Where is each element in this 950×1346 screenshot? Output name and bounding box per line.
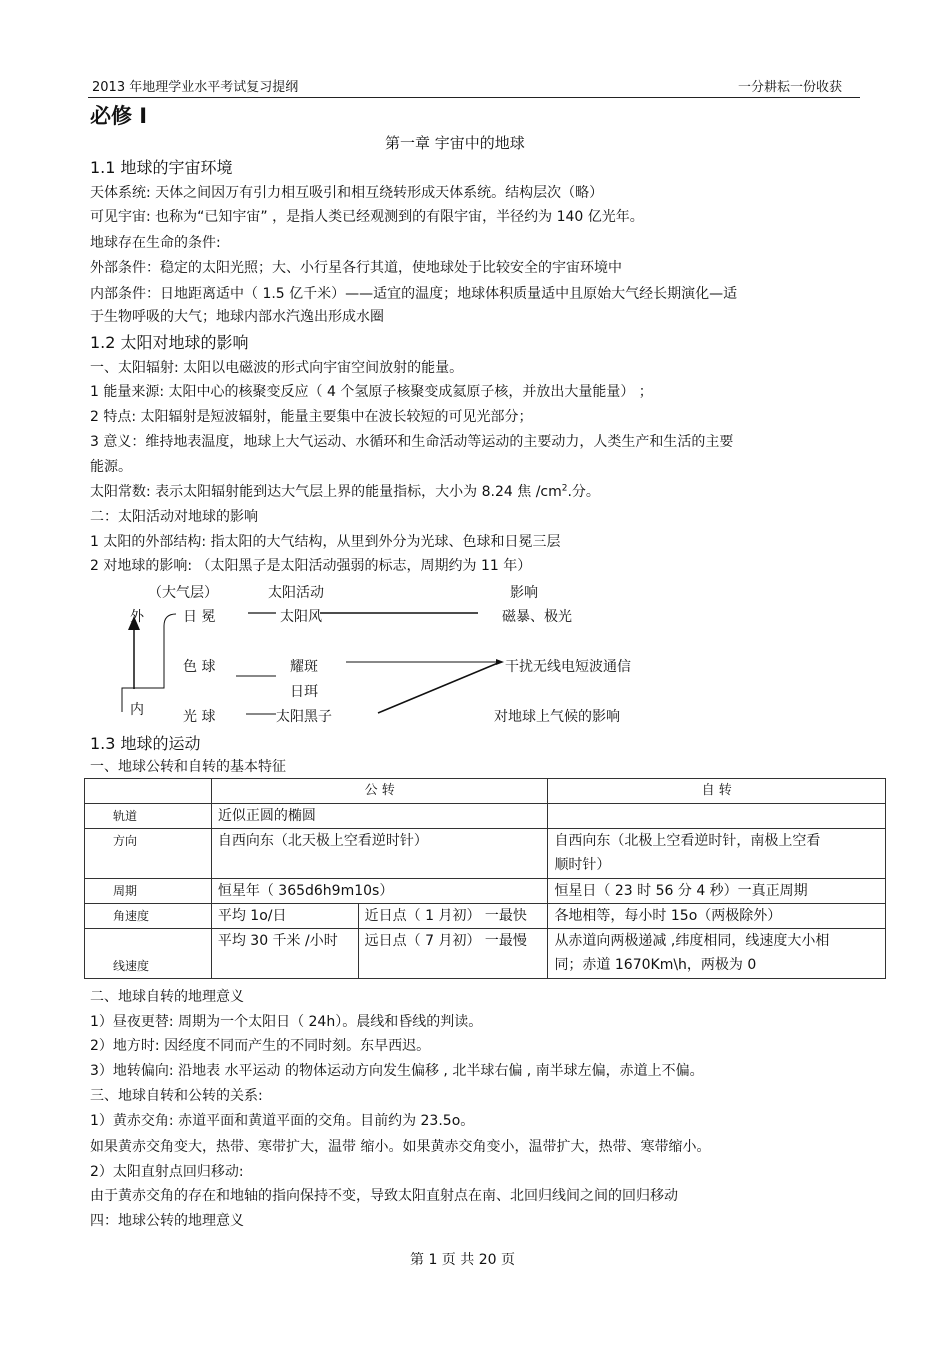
motion-table (84, 778, 886, 979)
direction-rotation-line-1: 自西向东（北极上空看逆时针，南极上空看 (554, 833, 821, 849)
s13-subtitle: 一、地球公转和自转的基本特征 (90, 759, 286, 775)
header-right: 一分耕耘一份收获 (738, 80, 843, 95)
diagram-effect-radio: 干扰无线电短波通信 (505, 659, 631, 675)
cell-direction-rotation (548, 829, 886, 879)
diagram-effect-climate: 对地球上气候的影响 (494, 709, 620, 725)
solar-constant-unit: .分。 (567, 484, 600, 500)
sunspot-radio-line (378, 663, 498, 713)
diagram-sunspot: 太阳黑子 (276, 709, 332, 725)
solar-constant-text: 太阳常数: 表示太阳辐射能到达大气层上界的能量指标，大小为 8.24 焦 /cm (90, 484, 562, 500)
after-line-4: 3）地转偏向: 沿地表 水平运动 的物体运动方向发生偏移 , 北半球右偏 , 南半球左偏，赤道上不偏。 (90, 1063, 704, 1079)
s11-line-1: 天体系统: 天体之间因万有引力相互吸引和相互绕转形成天体系统。结构层次（略） (90, 185, 604, 201)
cell-linear-revolution-aphelion: 远日点（ 7 月初） 一最慢 (358, 929, 548, 979)
s11-line-6: 于生物呼吸的大气；地球内部水汽逸出形成水圈 (90, 309, 384, 325)
row-label-linear-velocity: 线速度 (85, 929, 212, 979)
diagram-effect-magnetic: 磁暴、极光 (502, 609, 572, 625)
diagram-col-layer: （大气层） (148, 585, 218, 601)
table-row (85, 804, 886, 829)
diagram-col-activity: 太阳活动 (268, 585, 324, 601)
after-line-3: 2）地方时: 因经度不同而产生的不同时刻。东早西迟。 (90, 1038, 431, 1054)
diagram-inner: 内 (130, 702, 144, 718)
diagram-solar-wind: 太阳风 (280, 609, 322, 625)
cell-linear-revolution-avg: 平均 30 千米 /小时 (211, 929, 358, 979)
cell-direction-revolution: 自西向东（北天极上空看逆时针） (211, 829, 548, 879)
after-line-9: 由于黄赤交角的存在和地轴的指向保持不变，导致太阳直射点在南、北回归线间之间的回归移动 (90, 1188, 678, 1204)
after-line-1: 二、地球自转的地理意义 (90, 989, 244, 1005)
s12-line-9: 2 对地球的影响: （太阳黑子是太阳活动强弱的标志，周期约为 11 年） (90, 558, 532, 574)
section-1-2-title: 1.2 太阳对地球的影响 (90, 333, 249, 352)
s12-line-8: 1 太阳的外部结构: 指太阳的大气结构，从里到外分为光球、色球和日冕三层 (90, 534, 561, 550)
table-row (85, 904, 886, 929)
row-label-direction: 方向 (85, 829, 212, 879)
cell-period-revolution: 恒星年（ 365d6h9m10s） (211, 879, 548, 904)
book-title: 必修 Ⅰ (90, 104, 148, 128)
diagram-col-effect: 影响 (510, 585, 538, 601)
page-footer: 第 1 页 共 20 页 (410, 1252, 515, 1268)
cell-linear-rotation (548, 929, 886, 979)
s12-line-5: 能源。 (90, 459, 132, 475)
row-label-angular-velocity: 角速度 (85, 904, 212, 929)
s12-line-3: 2 特点: 太阳辐射是短波辐射，能量主要集中在波长较短的可见光部分； (90, 409, 533, 425)
section-1-3-title: 1.3 地球的运动 (90, 734, 201, 753)
row-label-orbit: 轨道 (85, 804, 212, 829)
s11-line-2: 可见宇宙: 也称为“已知宇宙” ，是指人类已经观测到的有限宇宙，半径约为 140 亿光年。 (90, 209, 644, 225)
after-line-6: 1）黄赤交角: 赤道平面和黄道平面的交角。目前约为 23.5o。 (90, 1113, 475, 1129)
cell-angular-revolution-avg: 平均 1o/日 (211, 904, 358, 929)
linear-rotation-line-2: 同；赤道 1670Km\h，两极为 0 (554, 957, 757, 973)
after-line-8: 2）太阳直射点回归移动: (90, 1164, 244, 1180)
table-header-empty (85, 779, 212, 804)
direction-rotation-line-2: 顺时针） (554, 857, 611, 873)
diagram-prominence: 日珥 (290, 684, 318, 700)
linear-rotation-line-1: 从赤道向两极递减 ,纬度相同，线速度大小相 (554, 933, 830, 949)
table-row (85, 929, 886, 979)
cell-period-rotation: 恒星日（ 23 时 56 分 4 秒）一真正周期 (548, 879, 886, 904)
table-header-rotation: 自 转 (548, 779, 886, 804)
s12-line-7: 二：太阳活动对地球的影响 (90, 509, 258, 525)
table-row (85, 829, 886, 879)
solar-constant-sup: 2 (561, 483, 568, 494)
cell-orbit-rotation (548, 804, 886, 829)
table-row (85, 879, 886, 904)
diagram-corona: 日 冕 (183, 609, 216, 625)
s11-line-5: 内部条件：日地距离适中（ 1.5 亿千米）——适宜的温度；地球体积质量适中且原始大气经长期演化—适 (90, 286, 738, 302)
diagram-photosphere: 光 球 (183, 709, 216, 725)
chapter-title: 第一章 宇宙中的地球 (385, 134, 525, 152)
table-header-row (85, 779, 886, 804)
table-header-revolution: 公 转 (211, 779, 548, 804)
cell-angular-rotation: 各地相等，每小时 15o（两极除外） (548, 904, 886, 929)
s11-line-3: 地球存在生命的条件: (90, 235, 221, 251)
s12-line-1: 一、太阳辐射: 太阳以电磁波的形式向宇宙空间放射的能量。 (90, 360, 464, 376)
header-left: 2013 年地理学业水平考试复习提纲 (92, 80, 299, 95)
cell-orbit-revolution: 近似正圆的椭圆 (211, 804, 548, 829)
s11-line-4: 外部条件：稳定的太阳光照；大、小行星各行其道，使地球处于比较安全的宇宙环境中 (90, 260, 622, 276)
row-label-period: 周期 (85, 879, 212, 904)
diagram-outer: 外 (130, 609, 144, 625)
section-1-1-title: 1.1 地球的宇宙环境 (90, 158, 233, 177)
diagram-chromosphere: 色 球 (183, 659, 216, 675)
after-line-7: 如果黄赤交角变大，热带、寒带扩大，温带 缩小。如果黄赤交角变小，温带扩大，热带、寒带缩小。 (90, 1139, 711, 1155)
s12-line-2: 1 能量来源: 太阳中心的核聚变反应（ 4 个氢原子核聚变成氦原子核，并放出大量能量） ； (90, 384, 653, 400)
after-line-5: 三、地球自转和公转的关系: (90, 1088, 263, 1104)
after-line-2: 1）昼夜更替: 周期为一个太阳日（ 24h）。晨线和昏线的判读。 (90, 1014, 483, 1030)
s12-line-4: 3 意义：维持地表温度，地球上大气运动、水循环和生命活动等运动的主要动力，人类生产和生活的主要 (90, 434, 734, 450)
cell-angular-revolution-perihelion: 近日点（ 1 月初） 一最快 (358, 904, 548, 929)
diagram-flare: 耀斑 (290, 659, 318, 675)
after-line-10: 四：地球公转的地理意义 (90, 1213, 244, 1229)
